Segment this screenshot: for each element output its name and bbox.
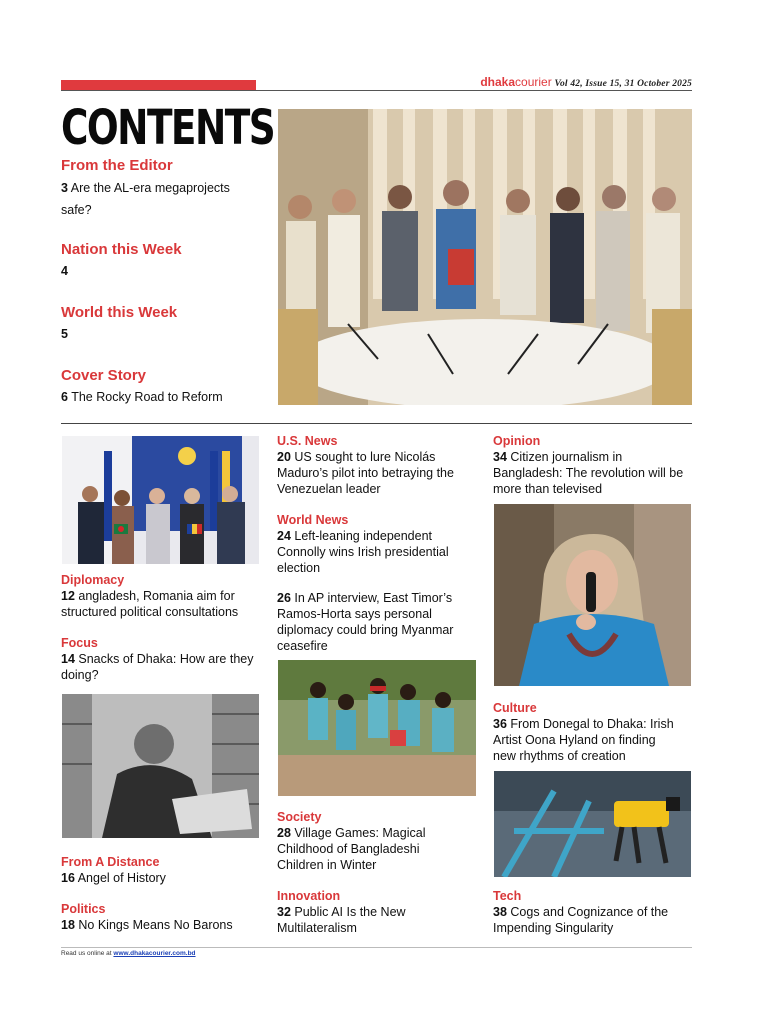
page-number: 20 <box>277 450 291 464</box>
toc-item-society[interactable] <box>277 809 482 873</box>
section-heading: Innovation <box>277 889 341 903</box>
entry-text-line: Connolly wins Irish presidential <box>277 545 449 559</box>
toc-entry <box>277 449 482 465</box>
toc-entry <box>61 588 271 604</box>
footer-text: Read us online at <box>61 950 112 957</box>
toc-item-editor[interactable] <box>61 157 230 221</box>
entry-text-line: In AP interview, East Timor’s <box>294 591 453 605</box>
diplomacy-photo[interactable] <box>62 436 259 564</box>
entry-text-line: election <box>277 561 321 575</box>
culture-photo[interactable] <box>494 504 691 686</box>
page-number: 26 <box>277 591 291 605</box>
brand-name-bold: dhaka <box>480 75 516 89</box>
masthead <box>480 76 692 91</box>
entry-text-line: Cogs and Cognizance of the <box>510 905 669 919</box>
entry-text-line: angladesh, Romania aim for <box>78 589 235 603</box>
page-title: CONTENTS <box>61 100 275 156</box>
toc-item-focus[interactable] <box>61 635 271 683</box>
entry-text: No Kings Means No Barons <box>78 918 233 932</box>
toc-item-east-timor[interactable] <box>277 590 482 654</box>
toc-entry <box>277 528 482 544</box>
entry-text-line: Childhood of Bangladeshi <box>277 842 420 856</box>
page-number: 24 <box>277 529 291 543</box>
section-heading: Nation this Week <box>61 241 182 258</box>
section-heading: Cover Story <box>61 367 147 384</box>
page-number: 18 <box>61 918 75 932</box>
section-divider <box>61 423 692 424</box>
section-heading: World News <box>277 513 349 527</box>
entry-text-line: Children in Winter <box>277 858 377 872</box>
toc-item-nation[interactable] <box>61 241 182 282</box>
header-accent-bar <box>61 80 256 90</box>
entry-text: The Rocky Road to Reform <box>71 390 223 404</box>
entry-text-line: new rhythms of creation <box>493 749 626 763</box>
entry-text-line: Venezuelan leader <box>277 482 381 496</box>
entry-text-line: US sought to lure Nicolás <box>294 450 436 464</box>
entry-text-line: Ramos-Horta says personal <box>277 607 432 621</box>
toc-item-world[interactable] <box>61 304 177 345</box>
section-heading: From the Editor <box>61 157 173 174</box>
toc-entry <box>277 825 482 841</box>
entry-text-line: diplomacy could bring Myanmar <box>277 623 454 637</box>
toc-item-us-news[interactable] <box>277 433 482 497</box>
entry-text-line: Left-leaning independent <box>294 529 433 543</box>
entry-text-line: Citizen journalism in <box>510 450 623 464</box>
page-number: 12 <box>61 589 75 603</box>
tech-photo[interactable] <box>494 771 691 877</box>
cover-story-photo[interactable] <box>278 109 692 405</box>
page-number: 3 <box>61 181 68 195</box>
page-number: 14 <box>61 652 75 666</box>
brand-name-light: courier <box>515 75 552 89</box>
page-number: 32 <box>277 905 291 919</box>
section-heading: U.S. News <box>277 434 338 448</box>
toc-entry <box>61 386 223 408</box>
entry-text-line: Maduro’s pilot into betraying the <box>277 466 454 480</box>
toc-entry <box>277 904 482 920</box>
toc-item-world-news[interactable] <box>277 512 482 576</box>
toc-item-cover-story[interactable] <box>61 367 223 408</box>
section-heading: World this Week <box>61 304 178 321</box>
page-number: 28 <box>277 826 291 840</box>
toc-entry <box>61 870 271 886</box>
toc-entry <box>61 177 230 199</box>
page-number: 16 <box>61 871 75 885</box>
entry-text-line: From Donegal to Dhaka: Irish <box>510 717 674 731</box>
entry-text-line: Bangladesh: The revolution will be <box>493 466 684 480</box>
section-heading: Politics <box>61 902 106 916</box>
section-heading: Culture <box>493 701 537 715</box>
entry-text-line: Artist Oona Hyland on finding <box>493 733 656 747</box>
section-heading: Society <box>277 810 322 824</box>
section-heading: Opinion <box>493 434 541 448</box>
section-heading: Focus <box>61 636 98 650</box>
entry-text-line: Public AI Is the New <box>294 905 406 919</box>
toc-item-opinion[interactable] <box>493 433 698 497</box>
entry-text-line: Are the AL-era megaprojects <box>70 181 230 195</box>
toc-entry <box>61 651 271 667</box>
section-heading: Diplomacy <box>61 573 125 587</box>
page-number: 6 <box>61 390 68 404</box>
society-photo[interactable] <box>278 660 476 796</box>
page-number: 34 <box>493 450 507 464</box>
page-number: 4 <box>61 264 68 278</box>
toc-item-tech[interactable] <box>493 888 698 936</box>
toc-item-culture[interactable] <box>493 700 698 764</box>
section-heading: Tech <box>493 889 522 903</box>
toc-entry <box>61 917 271 933</box>
entry-text-line: Village Games: Magical <box>294 826 426 840</box>
footer-rule <box>61 947 692 948</box>
from-a-distance-photo[interactable] <box>62 694 259 838</box>
footer <box>61 950 196 958</box>
page-number: 5 <box>61 327 68 341</box>
entry-text-line: safe? <box>61 203 92 217</box>
section-heading: From A Distance <box>61 855 160 869</box>
entry-text-line: Multilateralism <box>277 921 357 935</box>
page-number: 38 <box>493 905 507 919</box>
entry-text-line: doing? <box>61 668 99 682</box>
entry-text-line: Snacks of Dhaka: How are they <box>78 652 254 666</box>
entry-text-line: more than televised <box>493 482 603 496</box>
entry-text: Angel of History <box>77 871 166 885</box>
page-number: 36 <box>493 717 507 731</box>
toc-item-from-a-distance[interactable] <box>61 854 271 886</box>
website-link[interactable]: www.dhakacourier.com.bd <box>113 950 196 957</box>
toc-item-innovation[interactable] <box>277 888 482 936</box>
toc-item-politics[interactable] <box>61 901 271 933</box>
toc-entry <box>277 590 482 606</box>
issue-info: Vol 42, Issue 15, 31 October 2025 <box>554 79 692 89</box>
toc-entry <box>493 716 698 732</box>
entry-text-line: structured political consultations <box>61 605 239 619</box>
toc-entry <box>493 904 698 920</box>
entry-text-line: ceasefire <box>277 639 328 653</box>
toc-entry <box>493 449 698 465</box>
toc-item-diplomacy[interactable] <box>61 572 271 620</box>
entry-text-line: Impending Singularity <box>493 921 614 935</box>
